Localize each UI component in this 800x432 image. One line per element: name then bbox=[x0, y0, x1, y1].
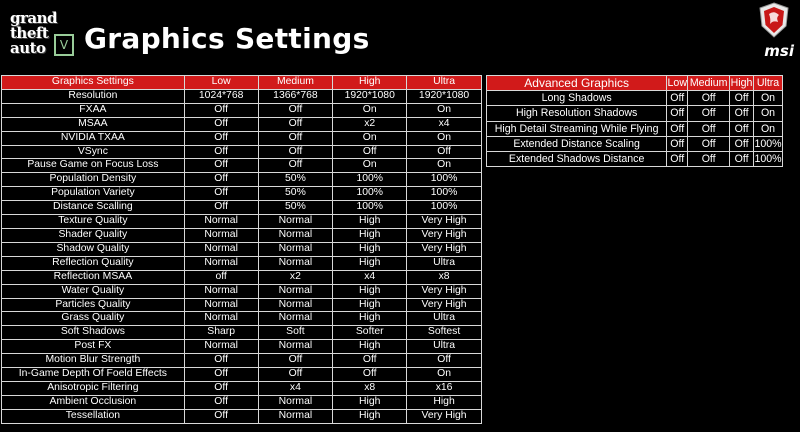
setting-value-cell: Off bbox=[258, 354, 333, 368]
setting-name-cell: Motion Blur Strength bbox=[2, 354, 185, 368]
setting-value-cell: High bbox=[333, 215, 407, 229]
setting-value-cell: On bbox=[407, 131, 482, 145]
setting-value-cell: 100% bbox=[407, 201, 482, 215]
setting-value-cell: Off bbox=[688, 91, 730, 106]
setting-value-cell: Off bbox=[258, 131, 333, 145]
setting-value-cell: Off bbox=[258, 117, 333, 131]
setting-value-cell: High bbox=[333, 242, 407, 256]
setting-value-cell: x4 bbox=[407, 117, 482, 131]
logo-line-1: grand bbox=[10, 8, 58, 27]
setting-value-cell: Normal bbox=[184, 215, 258, 229]
setting-value-cell: Normal bbox=[184, 340, 258, 354]
setting-value-cell: Off bbox=[688, 136, 730, 151]
setting-value-cell: Ultra bbox=[407, 312, 482, 326]
setting-name-cell: NVIDIA TXAA bbox=[2, 131, 185, 145]
setting-value-cell: Off bbox=[184, 131, 258, 145]
table-row bbox=[2, 312, 482, 326]
setting-value-cell: Normal bbox=[184, 298, 258, 312]
setting-value-cell: On bbox=[333, 103, 407, 117]
setting-name-cell: Pause Game on Focus Loss bbox=[2, 159, 185, 173]
table-row bbox=[2, 201, 482, 215]
setting-name-cell: In-Game Depth Of Foeld Effects bbox=[2, 368, 185, 382]
setting-value-cell: Off bbox=[258, 103, 333, 117]
setting-value-cell: High bbox=[333, 340, 407, 354]
setting-value-cell: Normal bbox=[258, 395, 333, 409]
setting-value-cell: x8 bbox=[407, 270, 482, 284]
setting-value-cell: High bbox=[333, 409, 407, 423]
header-cell-setting: Graphics Settings bbox=[2, 76, 185, 90]
table-row bbox=[2, 117, 482, 131]
setting-value-cell: 1024*768 bbox=[184, 89, 258, 103]
setting-value-cell: Normal bbox=[258, 409, 333, 423]
setting-name-cell: High Resolution Shadows bbox=[487, 106, 667, 121]
advanced-graphics-table bbox=[486, 75, 783, 167]
setting-value-cell: High bbox=[333, 298, 407, 312]
setting-value-cell: Normal bbox=[258, 215, 333, 229]
table-row bbox=[2, 242, 482, 256]
setting-value-cell: 100% bbox=[407, 173, 482, 187]
table-row bbox=[2, 409, 482, 423]
setting-value-cell: Normal bbox=[258, 312, 333, 326]
setting-value-cell: x2 bbox=[258, 270, 333, 284]
setting-value-cell: Off bbox=[688, 106, 730, 121]
setting-value-cell: Off bbox=[667, 121, 688, 136]
header-cell-preset: High bbox=[333, 76, 407, 90]
setting-value-cell: 100% bbox=[407, 187, 482, 201]
setting-value-cell: High bbox=[333, 256, 407, 270]
setting-value-cell: Off bbox=[688, 152, 730, 167]
table-row bbox=[2, 228, 482, 242]
setting-name-cell: Reflection Quality bbox=[2, 256, 185, 270]
table-row bbox=[487, 106, 783, 121]
setting-value-cell: High bbox=[333, 312, 407, 326]
setting-value-cell: Sharp bbox=[184, 326, 258, 340]
table-row bbox=[2, 159, 482, 173]
setting-name-cell: Distance Scalling bbox=[2, 201, 185, 215]
table-row bbox=[487, 152, 783, 167]
setting-value-cell: Off bbox=[333, 145, 407, 159]
setting-value-cell: Off bbox=[184, 201, 258, 215]
setting-value-cell: Off bbox=[667, 106, 688, 121]
table-row bbox=[2, 381, 482, 395]
setting-value-cell: Normal bbox=[184, 284, 258, 298]
table-row bbox=[2, 145, 482, 159]
setting-value-cell: Normal bbox=[184, 256, 258, 270]
setting-value-cell: Very High bbox=[407, 215, 482, 229]
setting-value-cell: Off bbox=[667, 152, 688, 167]
setting-value-cell: 1920*1080 bbox=[407, 89, 482, 103]
table-row bbox=[2, 256, 482, 270]
setting-value-cell: Off bbox=[184, 368, 258, 382]
table-header-row bbox=[487, 76, 783, 91]
msi-logo bbox=[754, 2, 794, 60]
table-row bbox=[2, 187, 482, 201]
setting-value-cell: Off bbox=[184, 354, 258, 368]
setting-value-cell: x4 bbox=[258, 381, 333, 395]
table-row bbox=[2, 89, 482, 103]
table-row bbox=[487, 91, 783, 106]
setting-value-cell: Normal bbox=[258, 228, 333, 242]
setting-value-cell: High bbox=[333, 228, 407, 242]
setting-value-cell: On bbox=[754, 121, 783, 136]
setting-value-cell: 50% bbox=[258, 187, 333, 201]
setting-value-cell: On bbox=[407, 159, 482, 173]
setting-value-cell: Off bbox=[333, 368, 407, 382]
setting-value-cell: Off bbox=[667, 91, 688, 106]
setting-value-cell: Off bbox=[730, 91, 754, 106]
setting-value-cell: Soft bbox=[258, 326, 333, 340]
setting-name-cell: Soft Shadows bbox=[2, 326, 185, 340]
table-row bbox=[2, 270, 482, 284]
table-row bbox=[2, 298, 482, 312]
setting-value-cell: Very High bbox=[407, 409, 482, 423]
setting-name-cell: Population Variety bbox=[2, 187, 185, 201]
table-row bbox=[2, 284, 482, 298]
setting-value-cell: Off bbox=[730, 152, 754, 167]
setting-value-cell: Off bbox=[730, 136, 754, 151]
setting-value-cell: Off bbox=[184, 159, 258, 173]
setting-value-cell: Off bbox=[258, 368, 333, 382]
setting-value-cell: x8 bbox=[333, 381, 407, 395]
setting-name-cell: Extended Shadows Distance bbox=[487, 152, 667, 167]
setting-value-cell: 100% bbox=[754, 137, 782, 150]
setting-value-cell: Off bbox=[730, 121, 754, 136]
setting-value-cell: Normal bbox=[258, 340, 333, 354]
table-row bbox=[2, 326, 482, 340]
table-row bbox=[2, 340, 482, 354]
setting-name-cell: Extended Distance Scaling bbox=[487, 136, 667, 151]
setting-value-cell: Normal bbox=[258, 298, 333, 312]
setting-value-cell: Off bbox=[184, 173, 258, 187]
setting-value-cell: Very High bbox=[407, 228, 482, 242]
setting-name-cell: High Detail Streaming While Flying bbox=[487, 121, 667, 136]
setting-value-cell: Normal bbox=[184, 228, 258, 242]
header-cell-preset: Low bbox=[184, 76, 258, 90]
header-cell-preset: Ultra bbox=[754, 76, 783, 91]
setting-value-cell: On bbox=[754, 91, 783, 106]
header-cell-preset: High bbox=[730, 77, 753, 89]
setting-value-cell: Off bbox=[184, 117, 258, 131]
gta-v-logo bbox=[10, 6, 76, 60]
logo-line-3: auto bbox=[10, 38, 46, 57]
table-header-row bbox=[2, 76, 482, 90]
dragon-shield-icon bbox=[758, 2, 790, 38]
table-row bbox=[2, 354, 482, 368]
table-row bbox=[2, 131, 482, 145]
setting-value-cell: Off bbox=[184, 187, 258, 201]
setting-value-cell: High bbox=[333, 395, 407, 409]
logo-line-2: theft bbox=[10, 23, 49, 42]
setting-value-cell: On bbox=[407, 103, 482, 117]
setting-name-cell: Water Quality bbox=[2, 284, 185, 298]
header-cell-preset: Ultra bbox=[407, 76, 482, 90]
setting-value-cell: 1366*768 bbox=[258, 89, 333, 103]
setting-value-cell: Off bbox=[258, 159, 333, 173]
setting-value-cell: High bbox=[407, 395, 482, 409]
setting-value-cell: Normal bbox=[184, 312, 258, 326]
table-row bbox=[2, 395, 482, 409]
table-row bbox=[2, 368, 482, 382]
setting-value-cell: Normal bbox=[258, 242, 333, 256]
table-row bbox=[2, 173, 482, 187]
setting-name-cell: FXAA bbox=[2, 103, 185, 117]
setting-value-cell: Off bbox=[184, 381, 258, 395]
setting-value-cell: 100% bbox=[333, 173, 407, 187]
header-cell-setting: Advanced Graphics bbox=[487, 76, 667, 91]
setting-value-cell: Off bbox=[258, 145, 333, 159]
setting-value-cell: x4 bbox=[333, 270, 407, 284]
setting-value-cell: Very High bbox=[407, 284, 482, 298]
setting-value-cell: off bbox=[184, 270, 258, 284]
setting-name-cell: Resolution bbox=[2, 89, 185, 103]
setting-value-cell: 50% bbox=[258, 173, 333, 187]
setting-value-cell: x16 bbox=[407, 381, 482, 395]
setting-value-cell: Off bbox=[184, 103, 258, 117]
table-row bbox=[2, 103, 482, 117]
setting-value-cell: Very High bbox=[407, 298, 482, 312]
setting-value-cell: On bbox=[754, 106, 783, 121]
setting-value-cell: Ultra bbox=[407, 256, 482, 270]
setting-value-cell: Softer bbox=[333, 326, 407, 340]
setting-value-cell: Off bbox=[333, 354, 407, 368]
setting-value-cell: Off bbox=[407, 145, 482, 159]
setting-value-cell: Off bbox=[184, 145, 258, 159]
setting-name-cell: MSAA bbox=[2, 117, 185, 131]
setting-value-cell: Off bbox=[184, 395, 258, 409]
setting-value-cell: Off bbox=[184, 409, 258, 423]
setting-name-cell: Particles Quality bbox=[2, 298, 185, 312]
setting-value-cell: 100% bbox=[333, 187, 407, 201]
setting-value-cell: Off bbox=[407, 354, 482, 368]
setting-value-cell: Normal bbox=[258, 256, 333, 270]
page-title: Graphics Settings bbox=[84, 22, 370, 55]
setting-name-cell: Reflection MSAA bbox=[2, 270, 185, 284]
setting-name-cell: Tessellation bbox=[2, 409, 185, 423]
setting-name-cell: Shader Quality bbox=[2, 228, 185, 242]
setting-value-cell: Off bbox=[730, 106, 754, 121]
setting-name-cell: Texture Quality bbox=[2, 215, 185, 229]
graphics-settings-table bbox=[1, 75, 482, 424]
setting-value-cell: 50% bbox=[258, 201, 333, 215]
setting-value-cell: High bbox=[333, 284, 407, 298]
header-cell-preset: Medium bbox=[258, 76, 333, 90]
setting-name-cell: VSync bbox=[2, 145, 185, 159]
msi-brand-text: msi bbox=[764, 42, 794, 60]
table-row bbox=[487, 121, 783, 136]
header-cell-preset: Medium bbox=[688, 76, 730, 91]
setting-value-cell: Off bbox=[688, 121, 730, 136]
setting-value-cell: Softest bbox=[407, 326, 482, 340]
setting-name-cell: Shadow Quality bbox=[2, 242, 185, 256]
setting-value-cell: x2 bbox=[333, 117, 407, 131]
setting-value-cell: 100% bbox=[754, 153, 782, 166]
setting-value-cell: Normal bbox=[258, 284, 333, 298]
setting-name-cell: Anisotropic Filtering bbox=[2, 381, 185, 395]
setting-name-cell: Post FX bbox=[2, 340, 185, 354]
setting-value-cell: Very High bbox=[407, 242, 482, 256]
setting-name-cell: Long Shadows bbox=[487, 91, 667, 106]
setting-value-cell: On bbox=[333, 131, 407, 145]
header-cell-preset: Low bbox=[667, 77, 687, 89]
setting-value-cell: 1920*1080 bbox=[333, 89, 407, 103]
setting-value-cell: On bbox=[333, 159, 407, 173]
setting-name-cell: Ambient Occlusion bbox=[2, 395, 185, 409]
setting-value-cell: Normal bbox=[184, 242, 258, 256]
logo-numeral: V bbox=[54, 34, 74, 56]
setting-value-cell: On bbox=[407, 368, 482, 382]
setting-value-cell: 100% bbox=[333, 201, 407, 215]
setting-value-cell: Off bbox=[667, 136, 688, 151]
setting-name-cell: Grass Quality bbox=[2, 312, 185, 326]
setting-name-cell: Population Density bbox=[2, 173, 185, 187]
table-row bbox=[487, 136, 783, 151]
table-row bbox=[2, 215, 482, 229]
setting-value-cell: Ultra bbox=[407, 340, 482, 354]
